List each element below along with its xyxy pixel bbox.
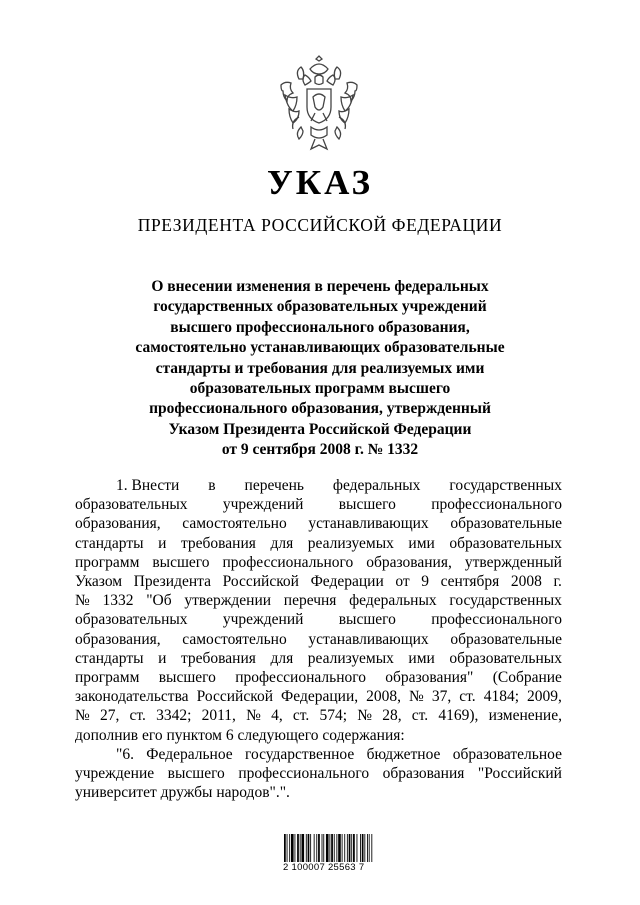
barcode-bar <box>297 834 299 862</box>
body-line <box>75 726 562 745</box>
body-word: образования, <box>366 553 452 571</box>
body-word: высшего <box>338 496 396 514</box>
body-word: ст. <box>292 707 310 725</box>
barcode-bar <box>308 834 310 862</box>
body-word: учреждений <box>222 611 304 629</box>
barcode <box>283 826 375 890</box>
body-word: дополнив его пунктом 6 следующего содержания: <box>75 726 405 744</box>
body-word: учреждение <box>75 765 155 783</box>
body-word: университет дружбы народов".". <box>75 784 290 802</box>
barcode-bar <box>318 834 320 862</box>
document-title: УКАЗ <box>267 163 373 202</box>
barcode-bar <box>353 834 355 862</box>
body-word: 1. Внести <box>116 477 180 494</box>
body-word: (Собрание <box>492 669 562 687</box>
barcode-bar <box>357 834 358 862</box>
body-word: ст. <box>129 707 146 725</box>
barcode-bar <box>314 834 315 862</box>
body-word: профессионального <box>222 553 354 571</box>
body-word: № <box>357 707 373 725</box>
body-word: утверждении <box>184 592 272 610</box>
barcode-bar <box>344 834 345 862</box>
barcode-bar <box>367 834 368 862</box>
document-heading <box>60 277 580 461</box>
body-word: 2008 <box>510 573 542 591</box>
body-word: "6. <box>116 745 134 763</box>
barcode-bar <box>294 834 295 862</box>
body-word: профессионального <box>238 765 370 783</box>
body-word: Российской <box>222 573 299 591</box>
body-word: федеральных <box>332 477 421 494</box>
body-word: "Об <box>146 592 172 610</box>
body-line <box>75 668 562 687</box>
body-word: 37, <box>431 688 452 706</box>
barcode-bar <box>347 834 348 862</box>
body-word: и <box>158 534 167 552</box>
document-subtitle: ПРЕЗИДЕНТА РОССИЙСКОЙ ФЕДЕРАЦИИ <box>137 215 503 235</box>
body-line <box>75 476 562 495</box>
body-line <box>75 783 562 802</box>
heading-line: от 9 сентября 2008 г. № 1332 <box>221 441 419 459</box>
body-word: реализуемых <box>307 649 394 667</box>
body-line <box>75 610 562 629</box>
body-word: высшего <box>167 765 225 783</box>
body-line <box>75 745 562 764</box>
barcode-bar <box>329 834 330 862</box>
body-word: 2008, <box>366 688 402 706</box>
body-word: профессионального <box>431 496 562 514</box>
body-word: образовательные <box>450 515 562 533</box>
body-word: стандарты <box>75 649 144 667</box>
body-word: в <box>208 477 216 494</box>
document-body <box>75 476 562 802</box>
body-word: устанавливающих <box>308 515 429 533</box>
barcode-bar <box>306 834 307 862</box>
barcode-bar <box>284 834 286 862</box>
body-word: 4184; <box>483 688 519 706</box>
body-word: 3342; <box>156 707 192 725</box>
body-word: ст. <box>411 707 429 725</box>
body-word: образовательных <box>75 496 188 514</box>
barcode-bar <box>323 834 324 862</box>
body-word: высшего <box>158 669 216 687</box>
body-word: сентября <box>440 573 500 591</box>
barcode-bar <box>291 834 294 862</box>
body-word: № <box>75 707 90 725</box>
barcode-bar <box>342 834 343 862</box>
body-word: для <box>270 649 294 667</box>
body-word: 28, <box>382 707 402 725</box>
body-word: высшего <box>338 611 396 629</box>
heading-line: самостоятельно устанавливающих образовательные <box>135 339 505 357</box>
body-word: перечня <box>283 592 337 610</box>
barcode-bar <box>360 834 361 862</box>
barcode-bar <box>369 834 370 862</box>
barcode-bar <box>301 834 304 862</box>
body-line <box>75 687 562 706</box>
body-word: Президента <box>133 573 212 591</box>
body-line <box>75 514 562 533</box>
barcode-bar <box>310 834 311 862</box>
barcode-bar <box>326 834 329 862</box>
body-word: бюджетное <box>366 745 441 763</box>
body-word: требования <box>180 649 256 667</box>
barcode-bar <box>289 834 290 862</box>
body-word: образовательных <box>449 649 562 667</box>
body-word: Российской <box>196 688 273 706</box>
body-word: образовательных <box>449 534 562 552</box>
barcode-bar <box>334 834 335 862</box>
body-line <box>75 706 562 725</box>
body-word: образовательное <box>452 745 562 763</box>
body-word: Федерации, <box>281 688 359 706</box>
body-line <box>75 534 562 553</box>
barcode-bar <box>316 834 317 862</box>
heading-line: О внесении изменения в перечень федеральных <box>151 278 489 295</box>
barcode-number: 2 100007 25563 7 <box>283 862 365 873</box>
body-word: образования" <box>385 669 474 687</box>
body-word: самостоятельно <box>182 515 287 533</box>
body-word: 27, <box>99 707 120 725</box>
body-word: 9 <box>421 573 429 591</box>
body-word: государственное <box>244 745 355 763</box>
body-word: 4169), <box>438 707 479 725</box>
body-word: № <box>246 707 261 725</box>
body-word: образования <box>382 765 465 783</box>
barcode-bar <box>371 834 372 862</box>
body-line <box>75 649 562 668</box>
body-word: требования <box>180 534 256 552</box>
body-line <box>75 572 562 591</box>
body-word: устанавливающих <box>308 630 429 648</box>
body-word: государственных <box>449 592 562 610</box>
body-word: реализуемых <box>307 534 394 552</box>
body-word: от <box>395 573 410 591</box>
barcode-bar <box>287 834 288 862</box>
barcode-bar <box>349 834 351 862</box>
body-word: образовательных <box>75 611 188 629</box>
body-word: программ <box>75 553 140 571</box>
barcode-bar <box>351 834 352 862</box>
body-word: образовательные <box>450 630 562 648</box>
body-line <box>75 495 562 514</box>
barcode-bar <box>331 834 333 862</box>
body-word: для <box>270 534 294 552</box>
body-word: и <box>158 649 167 667</box>
barcode-bar <box>336 834 337 862</box>
barcode-bar <box>322 834 323 862</box>
body-word: Указом <box>75 573 123 591</box>
body-word: образования, <box>75 515 161 533</box>
body-word: высшего <box>152 553 210 571</box>
heading-line: государственных образовательных учреждений <box>153 298 487 316</box>
body-word: профессионального <box>431 611 562 629</box>
heading-line: высшего профессионального образования, <box>170 318 470 336</box>
body-line <box>75 630 562 649</box>
heading-line: профессионального образования, утвержденный <box>149 400 491 418</box>
heading-line: образовательных программ высшего <box>189 380 451 398</box>
body-word: утвержденный <box>464 553 562 571</box>
body-word: ими <box>408 534 435 552</box>
body-word: образования, <box>75 630 161 648</box>
body-word: перечень <box>244 477 304 494</box>
body-word: государственных <box>449 477 562 494</box>
body-line <box>75 764 562 783</box>
body-line <box>75 591 562 610</box>
body-word: "Российский <box>477 765 562 783</box>
barcode-bar <box>364 834 365 862</box>
barcode-bar <box>300 834 301 862</box>
body-line <box>75 553 562 572</box>
body-word: 2011, <box>201 707 236 725</box>
barcode-bar <box>362 834 364 862</box>
body-word: № <box>75 592 90 610</box>
body-word: Федеральное <box>146 745 233 763</box>
body-word: учреждений <box>222 496 304 514</box>
body-word: г. <box>553 573 562 591</box>
body-word: ими <box>408 649 435 667</box>
heading-line: Указом Президента Российской Федерации <box>168 420 472 438</box>
body-word: 1332 <box>102 592 134 610</box>
body-word: Федерации <box>310 573 384 591</box>
body-word: 2009, <box>527 688 562 706</box>
body-word: изменение, <box>488 707 562 725</box>
body-word: программ <box>75 669 140 687</box>
body-word: самостоятельно <box>182 630 287 648</box>
body-word: № <box>409 688 424 706</box>
barcode-bar <box>338 834 341 862</box>
body-word: профессионального <box>235 669 366 687</box>
body-word: федеральных <box>349 592 437 610</box>
body-word: 4, <box>271 707 283 725</box>
body-word: ст. <box>459 688 476 706</box>
heading-line: стандарты и требования для реализуемых ими <box>155 359 485 377</box>
body-word: 574; <box>319 707 348 725</box>
coat-of-arms-emblem <box>277 55 361 153</box>
body-word: стандарты <box>75 534 144 552</box>
body-word: законодательства <box>75 688 189 706</box>
